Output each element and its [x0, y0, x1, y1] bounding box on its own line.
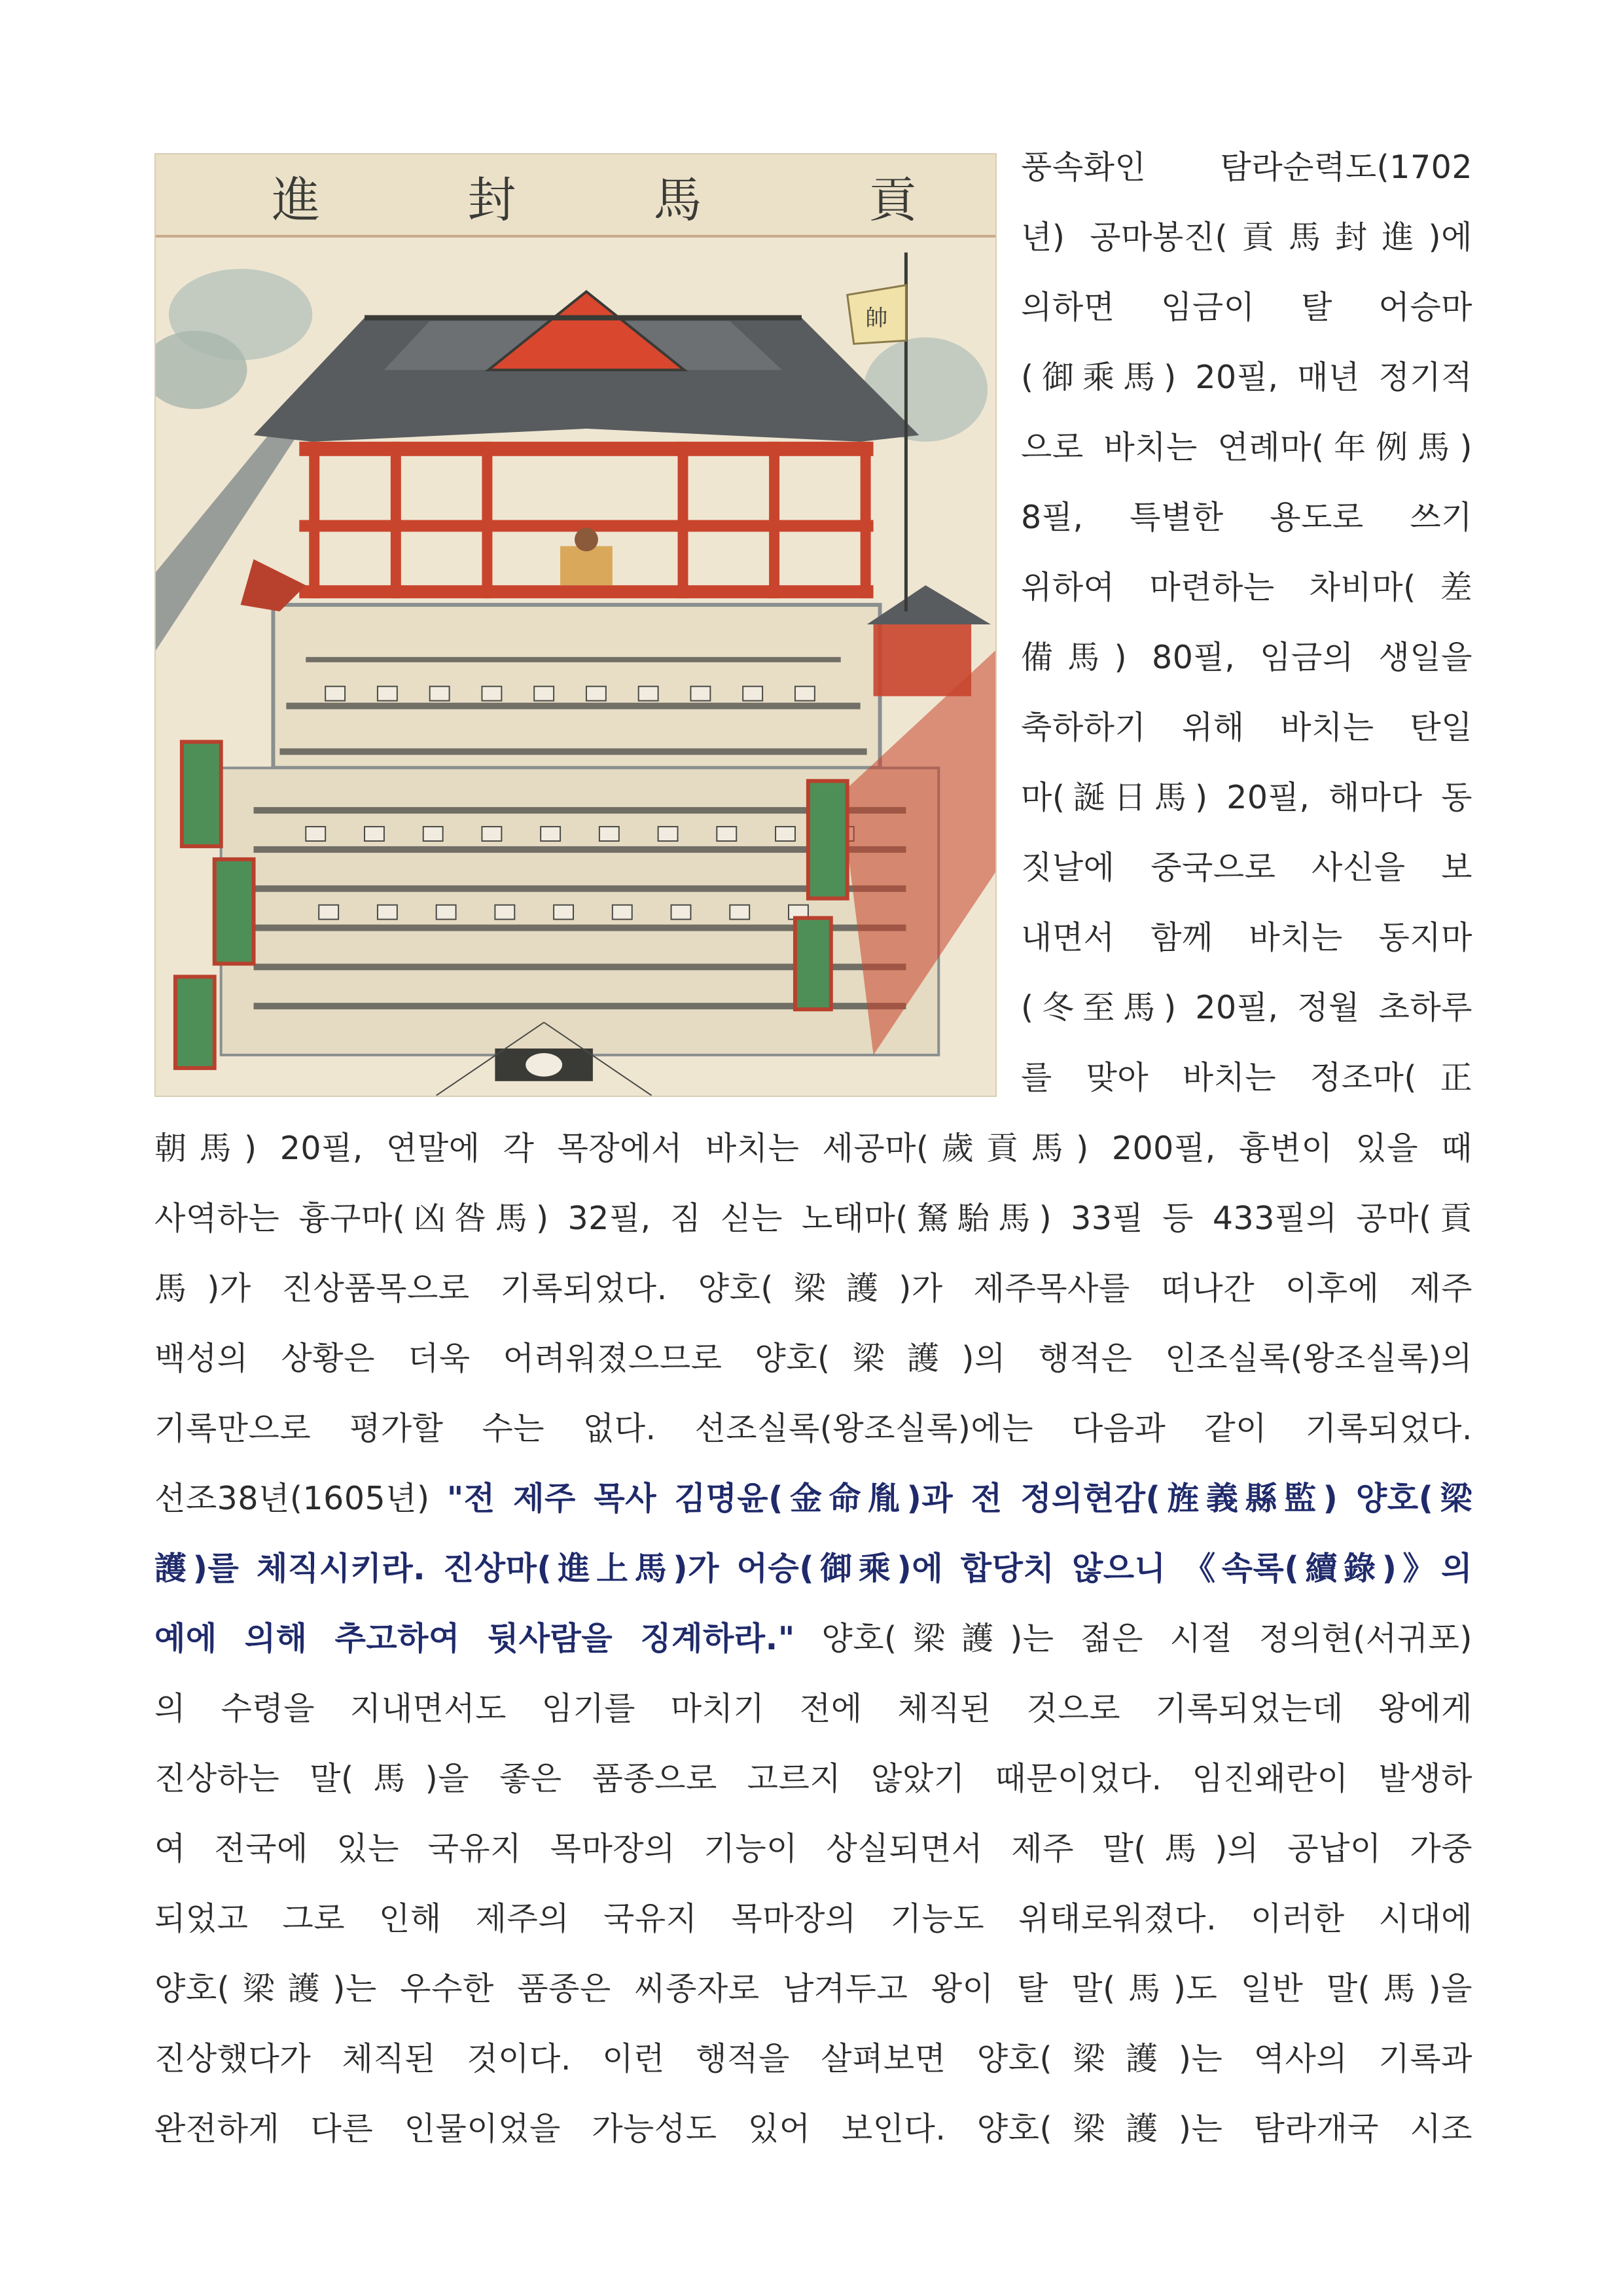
text-line: 朝馬) 20필, 연말에 각 목장에서 바치는 세공마(歲貢馬) 200필, 흉변이 있을 때 — [154, 1130, 1472, 1167]
text-line: 備馬) 80필, 임금의 생일을 — [1021, 639, 1472, 676]
text-line: 여 전국에 있는 국유지 목마장의 기능이 상실되면서 제주 말(馬)의 공납이 가중 — [154, 1830, 1472, 1867]
text-line: 기록만으로 평가할 수는 없다. 선조실록(왕조실록)에는 다음과 같이 기록되었다. — [154, 1410, 1472, 1447]
text-line: 내면서 함께 바치는 동지마 — [1021, 919, 1472, 956]
text-line: 馬)가 진상품목으로 기록되었다. 양호(梁護)가 제주목사를 떠나간 이후에 제주 — [154, 1270, 1472, 1307]
text-line: 으로 바치는 연례마(年例馬) — [1021, 429, 1472, 466]
text-line: 8필, 특별한 용도로 쓰기 — [1021, 499, 1472, 536]
text-line: 축하하기 위해 바치는 탄일 — [1021, 709, 1472, 746]
text-line: 의하면 임금이 탈 어승마 — [1021, 289, 1472, 326]
text-line: 완전하게 다른 인물이었을 가능성도 있어 보인다. 양호(梁護)는 탐라개국 시조 — [154, 2110, 1472, 2147]
text-line: 를 맞아 바치는 정조마(正 — [1021, 1059, 1472, 1096]
flag-char: 帥 — [865, 305, 888, 331]
text-line: 양호(梁護)는 우수한 품종은 씨종자로 남겨두고 왕이 탈 말(馬)도 일반 말(馬)을 — [154, 1970, 1472, 2007]
painting-title-char: 馬 — [653, 172, 702, 228]
painting-svg — [156, 154, 995, 1096]
text-line: 풍속화인 탐라순력도(1702 — [1021, 149, 1472, 186]
painting-gongma-bongjin — [154, 153, 997, 1097]
plain-text: 양호(梁護)는 젊은 시절 정의현(서귀포) — [794, 1620, 1472, 1657]
text-line-with-quote — [154, 1619, 1472, 1659]
text-line: 사역하는 흉구마(凶咎馬) 32필, 짐 싣는 노태마(駑駘馬) 33필 등 433필의 공마(貢 — [154, 1200, 1472, 1237]
quoted-record: "전 제주 목사 김명윤(金命胤)과 전 정의현감(旌義縣監) 양호(梁 — [446, 1480, 1472, 1517]
painting-title-char: 進 — [272, 172, 321, 228]
plain-text: 선조38년(1605년) — [154, 1480, 447, 1517]
quoted-record: 예에 의해 추고하여 뒷사람을 징계하라." — [154, 1620, 795, 1657]
text-line: 진상하는 말(馬)을 좋은 품종으로 고르지 않았기 때문이었다. 임진왜란이 발생하 — [154, 1760, 1472, 1797]
text-line: 위하여 마련하는 차비마(差 — [1021, 569, 1472, 606]
text-line: 년) 공마봉진(貢馬封進)에 — [1021, 219, 1472, 256]
text-line-with-quote — [154, 1549, 1472, 1588]
text-line: 마(誕日馬) 20필, 해마다 동 — [1021, 779, 1472, 816]
painting-title-char: 封 — [467, 172, 516, 228]
text-line: 의 수령을 지내면서도 임기를 마치기 전에 체직된 것으로 기록되었는데 왕에게 — [154, 1690, 1472, 1727]
text-line: 짓날에 중국으로 사신을 보 — [1021, 849, 1472, 886]
painting-title-char: 貢 — [868, 172, 918, 228]
text-line-with-quote — [154, 1479, 1472, 1518]
text-line: 되었고 그로 인해 제주의 국유지 목마장의 기능도 위태로워졌다. 이러한 시대에 — [154, 1900, 1472, 1937]
text-line: 진상했다가 체직된 것이다. 이런 행적을 살펴보면 양호(梁護)는 역사의 기록과 — [154, 2040, 1472, 2077]
quoted-record: 護)를 체직시키라. 진상마(進上馬)가 어승(御乘)에 합당치 않으니 《속록(續錄)》의 — [154, 1550, 1472, 1587]
text-line: (御乘馬) 20필, 매년 정기적 — [1021, 359, 1472, 396]
text-line: (冬至馬) 20필, 정월 초하루 — [1021, 989, 1472, 1026]
text-line: 백성의 상황은 더욱 어려워졌으므로 양호(梁護)의 행적은 인조실록(왕조실록)의 — [154, 1340, 1472, 1377]
